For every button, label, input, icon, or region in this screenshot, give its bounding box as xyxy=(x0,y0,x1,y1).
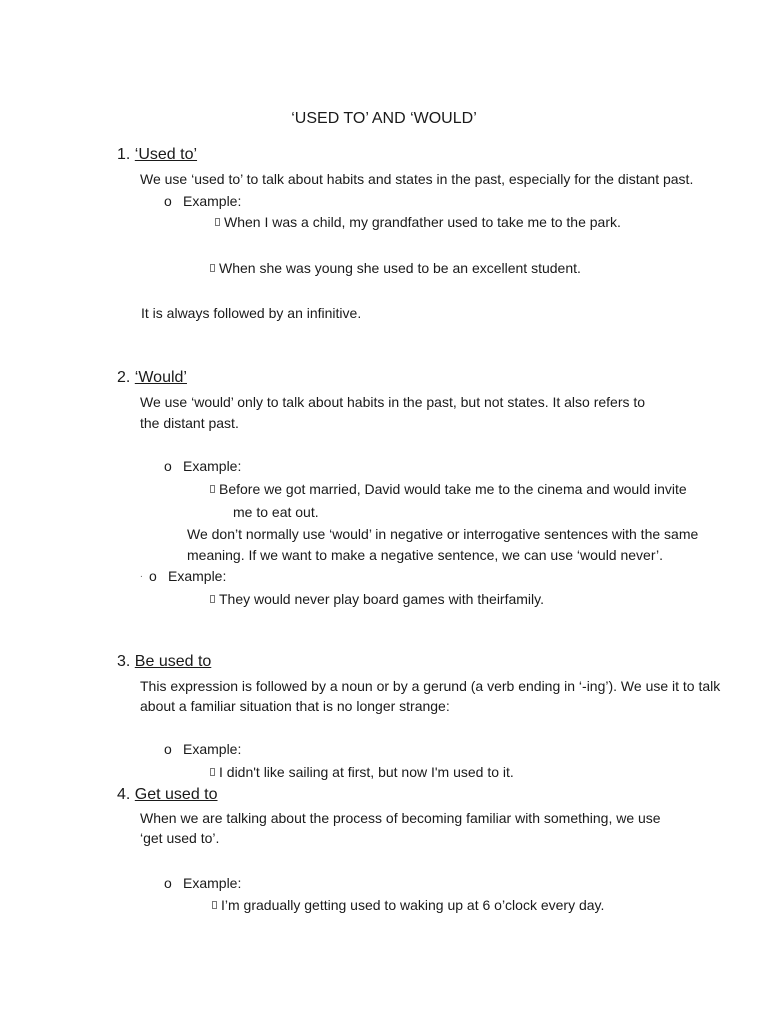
section-4-heading xyxy=(117,786,218,804)
example-label: o Example: xyxy=(164,741,242,757)
section-number: 2. xyxy=(117,369,131,386)
section-1-note: It is always followed by an infinitive. xyxy=(141,305,362,321)
example-item: When she was young she used to be an excellent student. xyxy=(210,260,581,276)
square-bullet-icon xyxy=(212,901,217,909)
square-bullet-icon xyxy=(215,218,220,226)
section-number: 4. xyxy=(117,786,131,803)
example-item-continued: me to eat out. xyxy=(233,504,319,520)
stray-dot: . xyxy=(140,569,143,580)
section-title: Get used to xyxy=(134,786,218,803)
section-title: ‘Would’ xyxy=(134,369,187,386)
square-bullet-icon xyxy=(210,768,215,776)
page-title: ‘USED TO’ AND ‘WOULD’ xyxy=(291,110,477,127)
example-item: Before we got married, David would take me to the cinema and would invite xyxy=(210,481,687,497)
section-3-description-line: This expression is followed by a noun or by a gerund (a verb ending in ‘-ing’). We use it to talk xyxy=(140,678,721,694)
section-3-heading xyxy=(117,653,211,671)
example-label: o Example: xyxy=(149,568,227,584)
square-bullet-icon xyxy=(210,264,215,272)
section-number: 3. xyxy=(117,653,131,670)
section-1-description: We use ‘used to’ to talk about habits and states in the past, especially for the distant past. xyxy=(140,171,694,187)
square-bullet-icon xyxy=(210,485,215,493)
square-bullet-icon xyxy=(210,595,215,603)
section-2-note-line: meaning. If we want to make a negative sentence, we can use ‘would never’. xyxy=(187,547,664,563)
example-item: When I was a child, my grandfather used to take me to the park. xyxy=(215,214,621,230)
section-4-description-line: ‘get used to’. xyxy=(140,830,220,846)
example-label: o Example: xyxy=(164,458,242,474)
example-label: o Example: xyxy=(164,875,242,891)
section-title: ‘Used to’ xyxy=(134,146,198,163)
section-2-description-line: We use ‘would’ only to talk about habits in the past, but not states. It also refers to xyxy=(140,394,646,410)
section-2-description-line: the distant past. xyxy=(140,415,239,431)
example-item: I didn't like sailing at first, but now I'm used to it. xyxy=(210,764,514,780)
example-label: o Example: xyxy=(164,193,242,209)
section-1-heading xyxy=(117,146,197,164)
section-2-heading xyxy=(117,369,187,387)
example-item: I’m gradually getting used to waking up at 6 o’clock every day. xyxy=(212,897,604,913)
section-4-description-line: When we are talking about the process of becoming familiar with something, we use xyxy=(140,810,661,826)
section-number: 1. xyxy=(117,146,131,163)
section-title: Be used to xyxy=(134,653,212,670)
example-item: They would never play board games with theirfamily. xyxy=(210,591,544,607)
section-3-description-line: about a familiar situation that is no longer strange: xyxy=(140,698,450,714)
section-2-note-line: We don’t normally use ‘would’ in negative or interrogative sentences with the same xyxy=(187,526,699,542)
